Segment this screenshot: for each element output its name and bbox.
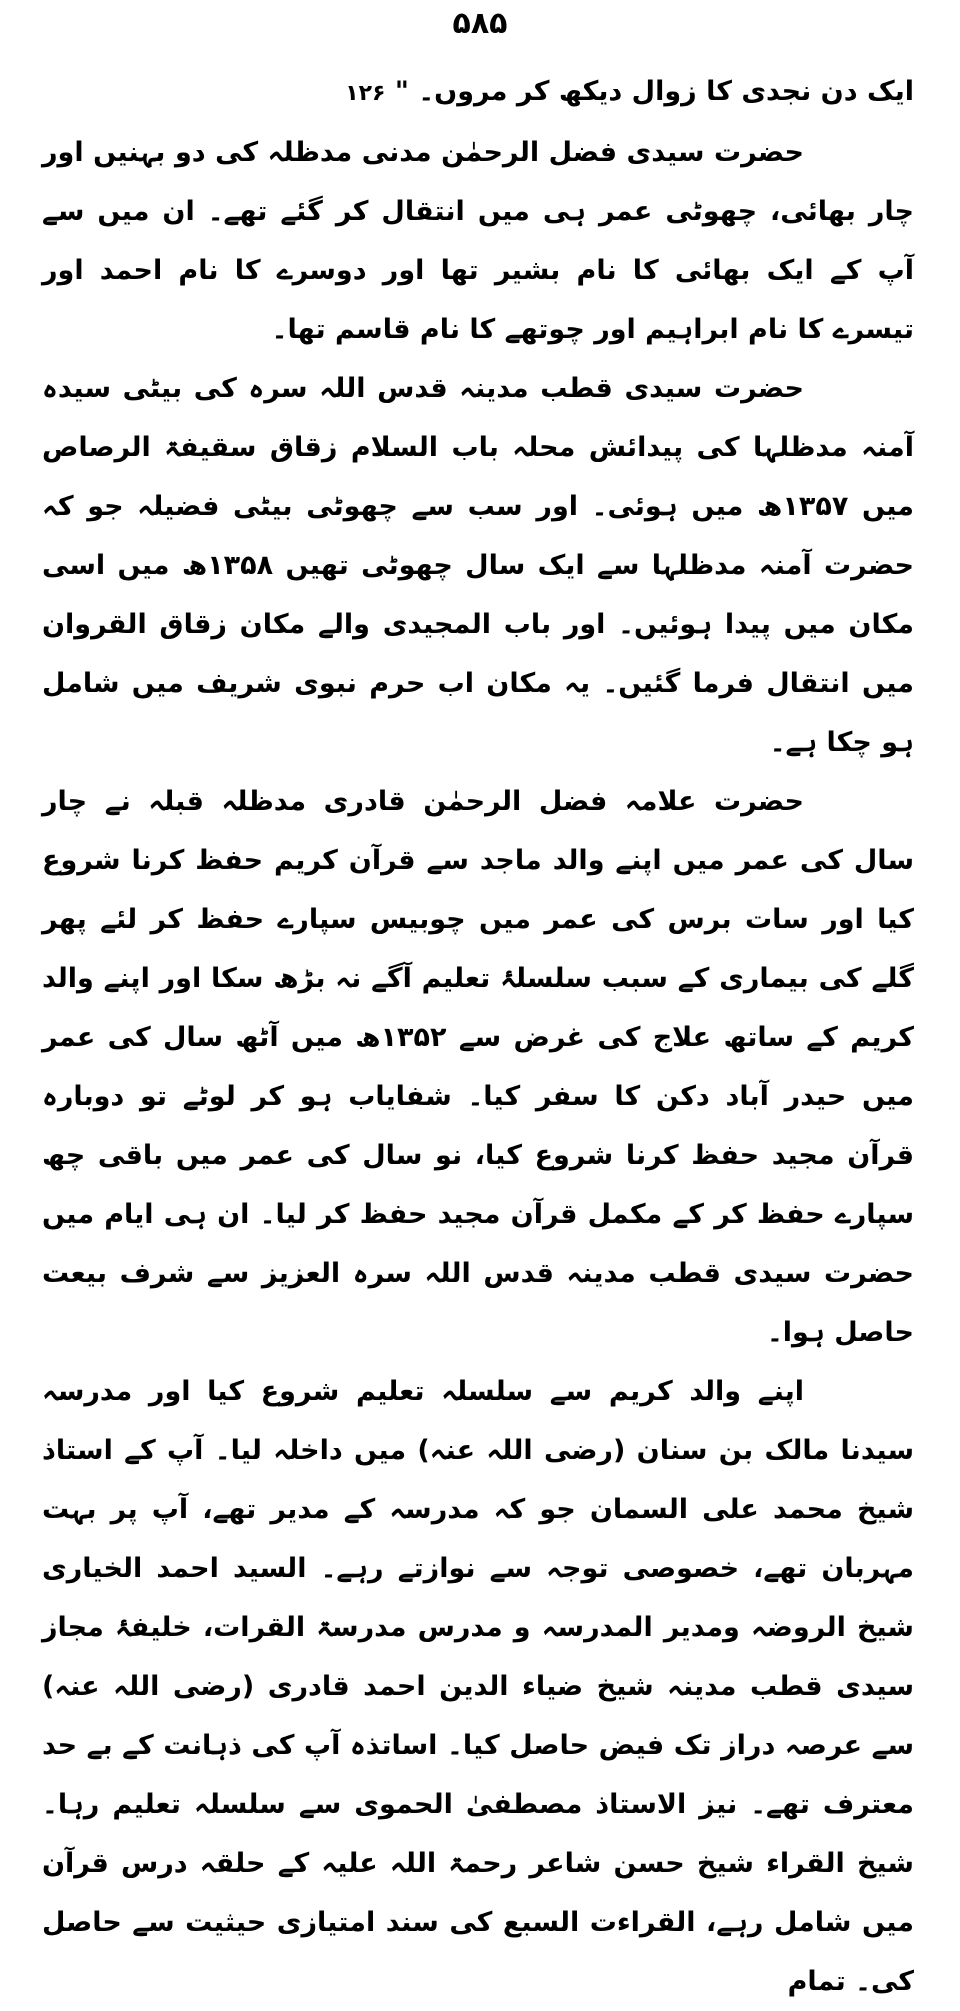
opening-line [42,62,914,123]
page-body [42,62,914,2011]
paragraph: حضرت علامہ فضل الرحمٰن قادری مدظلہ قبلہ نے چار سال کی عمر میں اپنے والد ماجد سے قرآن کریم حفظ کرنا شروع کیا اور سات برس کی عمر میں چوبیس سپارے حفظ کر لئے پھر گلے کی بیماری کے سبب سلسلۂ تعلیم آگے نہ بڑھ سکا اور اپنے والد کریم کے ساتھ علاج کی غرض سے ۱۳۵۲ھ میں آٹھ سال کی عمر میں حیدر آباد دکن کا سفر کیا۔ شفایاب ہو کر لوٹے تو دوبارہ قرآن مجید حفظ کرنا شروع کیا، نو سال کی عمر میں باقی چھ سپارے حفظ کر کے مکمل قرآن مجید حفظ کر لیا۔ ان ہی ایام میں حضرت سیدی قطب مدینہ قدس اللہ سرہ العزیز سے شرف بیعت حاصل ہوا۔ [42,786,914,1348]
paragraph: حضرت سیدی فضل الرحمٰن مدنی مدظلہ کی دو بہنیں اور چار بھائی، چھوٹی عمر ہی میں انتقال کر گئے تھے۔ ان میں سے آپ کے ایک بھائی کا نام بشیر تھا اور دوسرے کا نام احمد اور تیسرے کا نام ابراہیم اور چوتھے کا نام قاسم تھا۔ [42,137,914,345]
page-number: ۵۸۵ [452,6,508,41]
opening-line-text: ایک دن نجدی کا زوال دیکھ کر مروں۔ " [394,76,914,107]
paragraph: حضرت سیدی قطب مدینہ قدس اللہ سرہ کی بیٹی سیدہ آمنہ مدظلہا کی پیدائش محلہ باب السلام زقاق سقیفۃ الرصاص میں ۱۳۵۷ھ میں ہوئی۔ اور سب سے چھوٹی بیٹی فضیلہ جو کہ حضرت آمنہ مدظلہا سے ایک سال چھوٹی تھیں ۱۳۵۸ھ میں اسی مکان میں پیدا ہوئیں۔ اور باب المجیدی والے مکان زقاق القروان میں انتقال فرما گئیں۔ یہ مکان اب حرم نبوی شریف میں شامل ہو چکا ہے۔ [42,373,915,758]
paragraph: اپنے والد کریم سے سلسلہ تعلیم شروع کیا اور مدرسہ سیدنا مالک بن سنان (رضی اللہ عنہ) میں داخلہ لیا۔ آپ کے استاذ شیخ محمد علی السمان جو کہ مدرسہ کے مدیر تھے، آپ پر بہت مہربان تھے، خصوصی توجہ سے نوازتے رہے۔ السید احمد الخیاری شیخ الروضہ ومدیر المدرسہ و مدرس مدرسۃ القرات، خلیفۂ مجاز سیدی قطب مدینہ شیخ ضیاء الدین احمد قادری (رضی اللہ عنہ) سے عرصہ دراز تک فیض حاصل کیا۔ اساتذہ آپ کی ذہانت کے بے حد معترف تھے۔ نیز الاستاذ مصطفیٰ الحموی سے سلسلہ تعلیم رہا۔ شیخ القراء شیخ حسن شاعر رحمۃ اللہ علیہ کے حلقہ درس قرآن میں شامل رہے، القراءت السبع کی سند امتیازی حیثیت سے حاصل کی۔ تمام [42,1376,914,1997]
footnote-reference: ۱۲۶ [345,81,386,106]
